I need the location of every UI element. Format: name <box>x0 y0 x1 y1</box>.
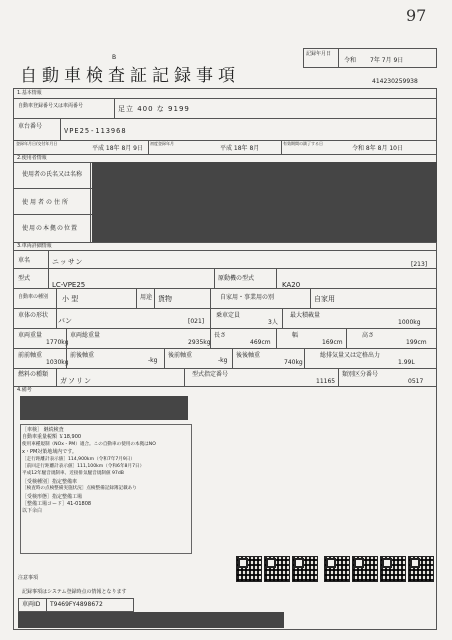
user-address-label: 使用者の住所 <box>22 199 71 206</box>
first-year-label: 初度登録年月 <box>150 141 174 146</box>
remarks-line: ［整備工場コード］41-01808 <box>22 500 92 507</box>
capacity-label: 乗車定員 <box>216 312 241 319</box>
fr-value: -kg <box>148 357 158 364</box>
reg-value: 足立 400 な 9199 <box>118 105 190 113</box>
marker-b: B <box>112 54 117 61</box>
remarks-line: ［車検］ 継続検査 <box>22 427 64 433</box>
fr-label: 前後軸重 <box>70 352 95 359</box>
maker-code: [213] <box>411 261 428 268</box>
gross-label: 車両総重量 <box>70 332 101 339</box>
ff-value: 1030kg <box>46 359 69 366</box>
expiry-label: 有効期間の満了する日 <box>283 141 323 146</box>
chassis-value: VPE25-113968 <box>64 127 127 135</box>
redacted-footer <box>18 612 284 628</box>
first-reg-value: 平成 18年 8月 9日 <box>92 145 143 152</box>
kind-value: 小 型 <box>62 295 79 303</box>
doc-number: 414230259938 <box>372 78 418 85</box>
reg-label: 自動車登録番号又は車両番号 <box>18 103 84 109</box>
redacted-remarks <box>20 396 188 420</box>
engine-value: KA20 <box>282 281 301 289</box>
expiry-value: 令和 8年 8月 10日 <box>352 145 403 152</box>
capacity-value: 3人 <box>268 319 278 326</box>
remarks-line: 自動車重量税額 ￥18,900 <box>22 434 82 441</box>
maker-value: ニッサン <box>52 258 84 266</box>
maker-label: 車名 <box>18 257 31 264</box>
section-user: 2.使用者情報 <box>17 155 47 161</box>
section-remarks: 4.備考 <box>17 387 32 393</box>
type-desig-value: 11165 <box>316 378 336 385</box>
class-value: 0517 <box>408 378 424 385</box>
type-desig-label: 型式指定番号 <box>192 371 229 378</box>
length-label: 長さ <box>214 332 227 339</box>
weight-label: 車両重量 <box>18 332 43 339</box>
qr-code-icon <box>380 556 406 582</box>
qr-code-icon <box>352 556 378 582</box>
max-load-label: 最大積載量 <box>290 312 321 319</box>
record-date-era: 令和 <box>344 57 357 64</box>
ff-label: 前前軸重 <box>18 352 43 359</box>
qr-code-icon <box>324 556 350 582</box>
record-date-value: 7年 7月 9日 <box>370 57 404 64</box>
height-label: 高さ <box>362 332 375 339</box>
car-id-value: T9469FY4898672 <box>50 601 103 608</box>
remarks-line: ［前回走行距離計表示値］111,100km（令和6年8月7日） <box>22 463 145 469</box>
rf-label: 後前軸重 <box>168 352 193 359</box>
class-label: 類別区分番号 <box>342 371 379 378</box>
remarks-line: 使用車種規制（NOx・PM）適合。この自動車の使用の本拠はNO <box>22 441 156 447</box>
shape-code: [021] <box>188 318 205 325</box>
rr-value: 740kg <box>284 359 303 366</box>
remarks-line: ［受検形態］指定整備工場 <box>22 493 83 500</box>
remarks-list <box>22 428 192 517</box>
disp-label: 総排気量又は定格出力 <box>320 352 381 359</box>
engine-label: 原動機の型式 <box>218 275 255 282</box>
qr-code-icon <box>408 556 434 582</box>
first-year-value: 平成 18年 8月 <box>220 145 260 152</box>
qr-code-icon <box>236 556 262 582</box>
rf-value: -kg <box>218 357 228 364</box>
section-vehicle: 3.車両詳細情報 <box>17 243 52 249</box>
qr-code-icon <box>264 556 290 582</box>
car-id-label: 車両ID <box>22 601 41 608</box>
fuel-value: ガソリン <box>60 377 92 385</box>
shape-label: 車体の形状 <box>18 312 49 319</box>
use-label: 用途 <box>140 294 153 301</box>
first-reg-label: 登録年月日/交付年月日 <box>16 141 58 146</box>
use-value: 貨物 <box>158 295 172 303</box>
record-date-label: 記録年月日 <box>306 51 332 57</box>
remarks-line: ［走行距離計表示値］114,900km（令和7年7月9日） <box>22 456 135 462</box>
shape-value: バン <box>58 317 72 325</box>
disp-value: 1.99L <box>398 359 415 366</box>
remarks-line: 以下余白 <box>22 508 43 515</box>
redacted-user-info <box>92 162 437 242</box>
model-value: LC-VPE25 <box>52 281 86 289</box>
qr-code-icon <box>292 556 318 582</box>
max-load-value: 1000kg <box>398 319 421 326</box>
chassis-label: 車台番号 <box>18 123 43 130</box>
handwritten-number: 97 <box>406 6 427 25</box>
user-base-label: 使用の本拠の位置 <box>22 225 79 232</box>
weight-value: 1770kg <box>46 339 69 346</box>
user-name-label: 使用者の氏名又は名称 <box>22 171 83 178</box>
private-label: 自家用・事業用の別 <box>220 294 275 301</box>
height-value: 199cm <box>406 339 427 346</box>
gross-value: 2935kg <box>188 339 211 346</box>
private-value: 自家用 <box>314 295 335 303</box>
notes-heading: 注意事項 <box>18 575 39 581</box>
remarks-line: ［受検種別］指定整備車 <box>22 478 78 485</box>
notes-line: 記録事項はシステム登録時点の情報となります <box>22 589 127 595</box>
rr-label: 後後軸重 <box>236 352 261 359</box>
section-basic: 1.基本情報 <box>17 90 42 96</box>
remarks-line: x・PM対策地域内です。 <box>22 449 77 456</box>
width-value: 169cm <box>322 339 343 346</box>
remarks-line: 平成12年騒音規制車、近接排気騒音規制値 97dB <box>22 471 124 477</box>
fuel-label: 燃料の種類 <box>18 371 49 378</box>
kind-label: 自動車の種別 <box>18 294 49 300</box>
length-value: 469cm <box>250 339 271 346</box>
remarks-line: ［検査時の点検整備実施状況］点検整備記録簿記載あり <box>22 486 137 492</box>
model-label: 型式 <box>18 275 31 282</box>
page-title: 自動車検査証記録事項 <box>20 66 240 86</box>
width-label: 幅 <box>292 332 299 339</box>
